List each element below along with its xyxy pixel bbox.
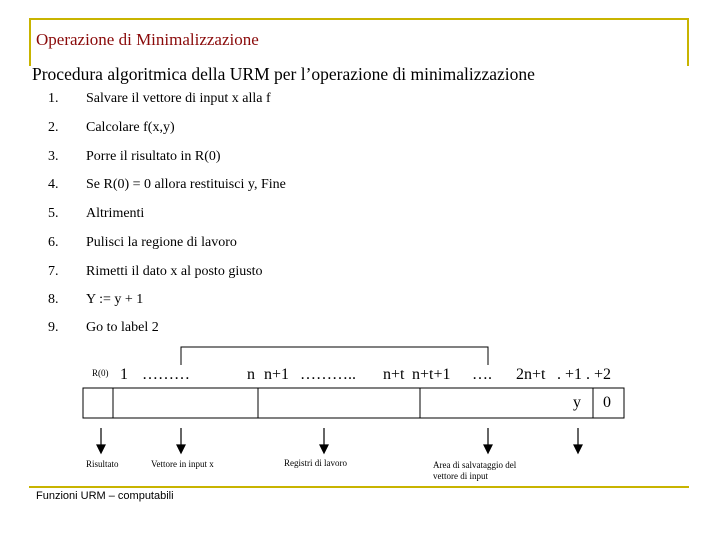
ellipsis-1: ……… [142,366,190,383]
step-text: Pulisci la regione di lavoro [86,235,237,250]
step-number: 1. [48,91,59,106]
index-plus-1: . +1 [557,366,583,383]
step-text: Se R(0) = 0 allora restituisci y, Fine [86,177,286,192]
index-n-plus-t-plus-1: n+t+1 [412,366,451,383]
footer-text: Funzioni URM – computabili [36,490,174,502]
step-text: Altrimenti [86,206,145,221]
working-registers-bracket [181,347,488,365]
step-number: 5. [48,206,59,221]
index-n: n [247,366,255,383]
step-number: 4. [48,177,59,192]
index-n-plus-1: n+1 [264,366,290,383]
step-text: Go to label 2 [86,320,159,335]
step-text: Calcolare f(x,y) [86,120,175,135]
cell-zero-value: 0 [603,394,611,411]
label-risultato: Risultato [86,459,119,469]
step-number: 3. [48,149,59,164]
label-area-salvataggio-1: Area di salvataggio del [433,460,517,470]
label-registri-lavoro: Registri di lavoro [284,458,347,468]
step-text: Rimetti il dato x al posto giusto [86,264,263,279]
step-number: 2. [48,120,59,135]
step-number: 9. [48,320,59,335]
step-text: Porre il risultato in R(0) [86,149,221,164]
arrow-risultato [97,428,105,453]
label-area-salvataggio-2: vettore di input [433,471,488,481]
arrow-vettore [177,428,185,453]
step-number: 7. [48,264,59,279]
step-text: Salvare il vettore di input x alla f [86,91,271,106]
cell-y-value: y [573,394,581,411]
index-2n-plus-t: 2n+t [516,366,546,383]
step-number: 8. [48,292,59,307]
r0-label: R(0) [92,368,109,378]
register-strip [83,388,624,418]
label-vettore-input: Vettore in input x [151,459,214,469]
section-heading: Procedura algoritmica della URM per l’operazione di minimalizzazione [32,64,535,84]
page-title: Operazione di Minimalizzazione [36,30,259,49]
step-text: Y := y + 1 [86,292,144,307]
ellipsis-3: …. [472,366,492,383]
arrow-y [574,428,582,453]
index-plus-2: . +2 [586,366,612,383]
ellipsis-2: ……….. [300,366,356,383]
arrow-registri [320,428,328,453]
step-number: 6. [48,235,59,250]
index-n-plus-t: n+t [383,366,405,383]
arrow-area [484,428,492,453]
index-1: 1 [120,366,128,383]
